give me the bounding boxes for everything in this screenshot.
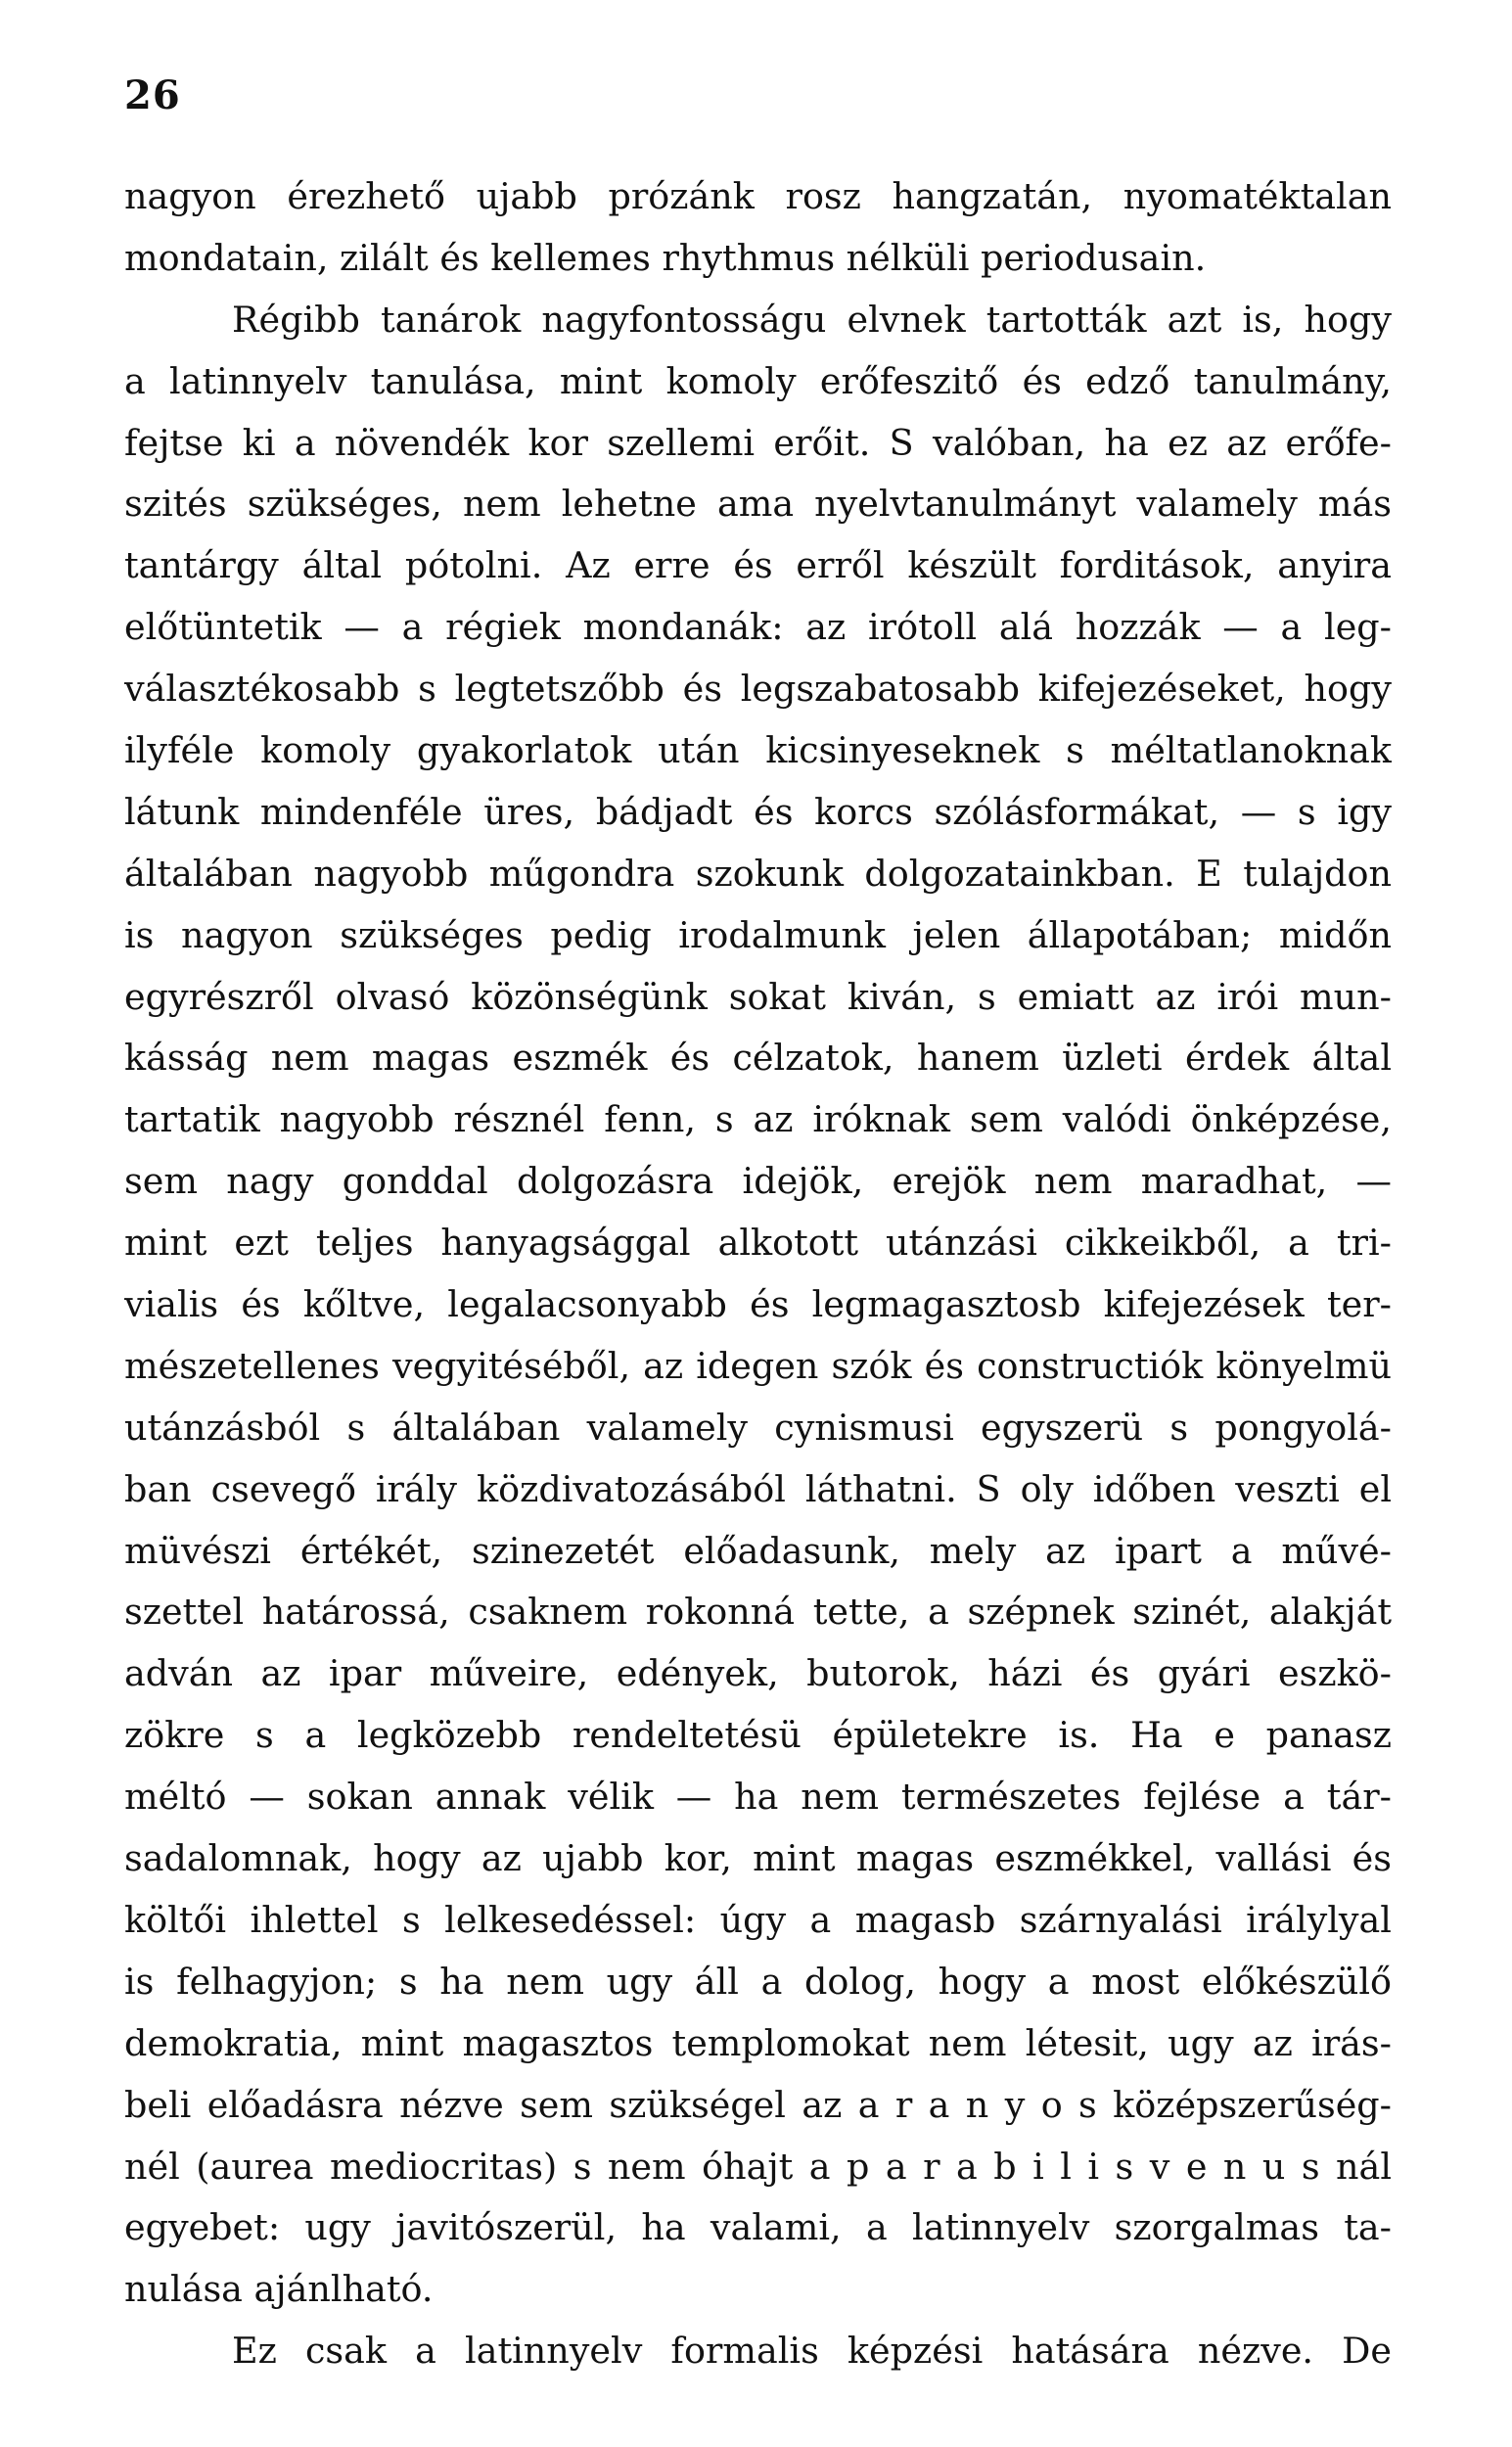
text-line: adván az ipar műveire, edények, butorok, házi és gyári eszkö- — [124, 1652, 1392, 1695]
text-line: is nagyon szükséges pedig irodalmunk jelen állapotában; midőn — [124, 913, 1392, 956]
text-line: zökre s a legközebb rendeltetésü épületekre is. Ha e panasz — [124, 1714, 1392, 1757]
text-line: fejtse ki a növendék kor szellemi erőit. S valóban, ha ez az erőfe- — [124, 421, 1392, 464]
text-line: a latinnyelv tanulása, mint komoly erőfeszitő és edző tanulmány, — [124, 359, 1392, 402]
text-line: Régibb tanárok nagyfontosságu elvnek tartották azt is, hogy — [232, 298, 1392, 341]
text-line: ban csevegő irály közdivatozásából láthatni. S oly időben veszti el — [124, 1467, 1392, 1510]
text-line: sadalomnak, hogy az ujabb kor, mint magas eszmékkel, vallási és — [124, 1837, 1392, 1880]
text-line: nél (aurea mediocritas) s nem óhajt a p a r a b i l i s v e n u s nál — [124, 2145, 1392, 2188]
text-line: utánzásból s általában valamely cynismusi egyszerü s pongyolá- — [124, 1406, 1392, 1449]
text-line: nagyon érezhető ujabb prózánk rosz hangzatán, nyomatéktalan — [124, 175, 1392, 217]
text-line: méltó — sokan annak vélik — ha nem természetes fejlése a tár- — [124, 1776, 1392, 1819]
text-line: müvészi értékét, szinezetét előadasunk, mely az ipart a művé- — [124, 1529, 1392, 1572]
text-line: mészetellenes vegyitéséből, az idegen szók és constructiók könyelmü — [124, 1344, 1392, 1387]
text-line: sem nagy gonddal dolgozásra idejök, erejök nem maradhat, — — [124, 1160, 1392, 1203]
text-line: általában nagyobb műgondra szokunk dolgozatainkban. E tulajdon — [124, 852, 1392, 895]
text-line: egyrészről olvasó közönségünk sokat kiván, s emiatt az irói mun- — [124, 975, 1392, 1018]
text-line: tartatik nagyobb résznél fenn, s az iróknak sem valódi önképzése, — [124, 1098, 1392, 1141]
text-line: előtüntetik — a régiek mondanák: az irótoll alá hozzák — a leg- — [124, 606, 1392, 649]
text-line: költői ihlettel s lelkesedéssel: úgy a magasb szárnyalási irálylyal — [124, 1898, 1392, 1941]
text-line: ilyféle komoly gyakorlatok után kicsinyeseknek s méltatlanoknak — [124, 729, 1392, 772]
page-number: 26 — [124, 72, 181, 118]
text-line: vialis és kőltve, legalacsonyabb és legmagasztosb kifejezések ter- — [124, 1283, 1392, 1326]
text-line: Ez csak a latinnyelv formalis képzési hatására nézve. De — [232, 2330, 1392, 2373]
text-line: kásság nem magas eszmék és célzatok, hanem üzleti érdek által — [124, 1037, 1392, 1080]
text-line: szités szükséges, nem lehetne ama nyelvtanulmányt valamely más — [124, 483, 1392, 526]
text-line: nulása ajánlható. — [124, 2268, 434, 2311]
text-line: egyebet: ugy javitószerül, ha valami, a latinnyelv szorgalmas ta- — [124, 2206, 1392, 2249]
text-line: tantárgy által pótolni. Az erre és erről készült forditások, anyira — [124, 544, 1392, 587]
text-line: mondatain, zilált és kellemes rhythmus nélküli periodusain. — [124, 236, 1207, 279]
text-line: is felhagyjon; s ha nem ugy áll a dolog, hogy a most előkészülő — [124, 1960, 1392, 2003]
text-line: beli előadásra nézve sem szükségel az a r a n y o s középszerűség- — [124, 2083, 1392, 2126]
text-line: szettel határossá, csaknem rokonná tette, a szépnek szinét, alakját — [124, 1591, 1392, 1634]
body-text — [124, 166, 1392, 2382]
text-line: demokratia, mint magasztos templomokat nem létesit, ugy az irás- — [124, 2021, 1392, 2064]
text-line: mint ezt teljes hanyagsággal alkotott utánzási cikkeikből, a tri- — [124, 1222, 1392, 1265]
text-line: választékosabb s legtetszőbb és legszabatosabb kifejezéseket, hogy — [124, 668, 1392, 711]
text-line: látunk mindenféle üres, bádjadt és korcs szólásformákat, — s igy — [124, 790, 1392, 833]
